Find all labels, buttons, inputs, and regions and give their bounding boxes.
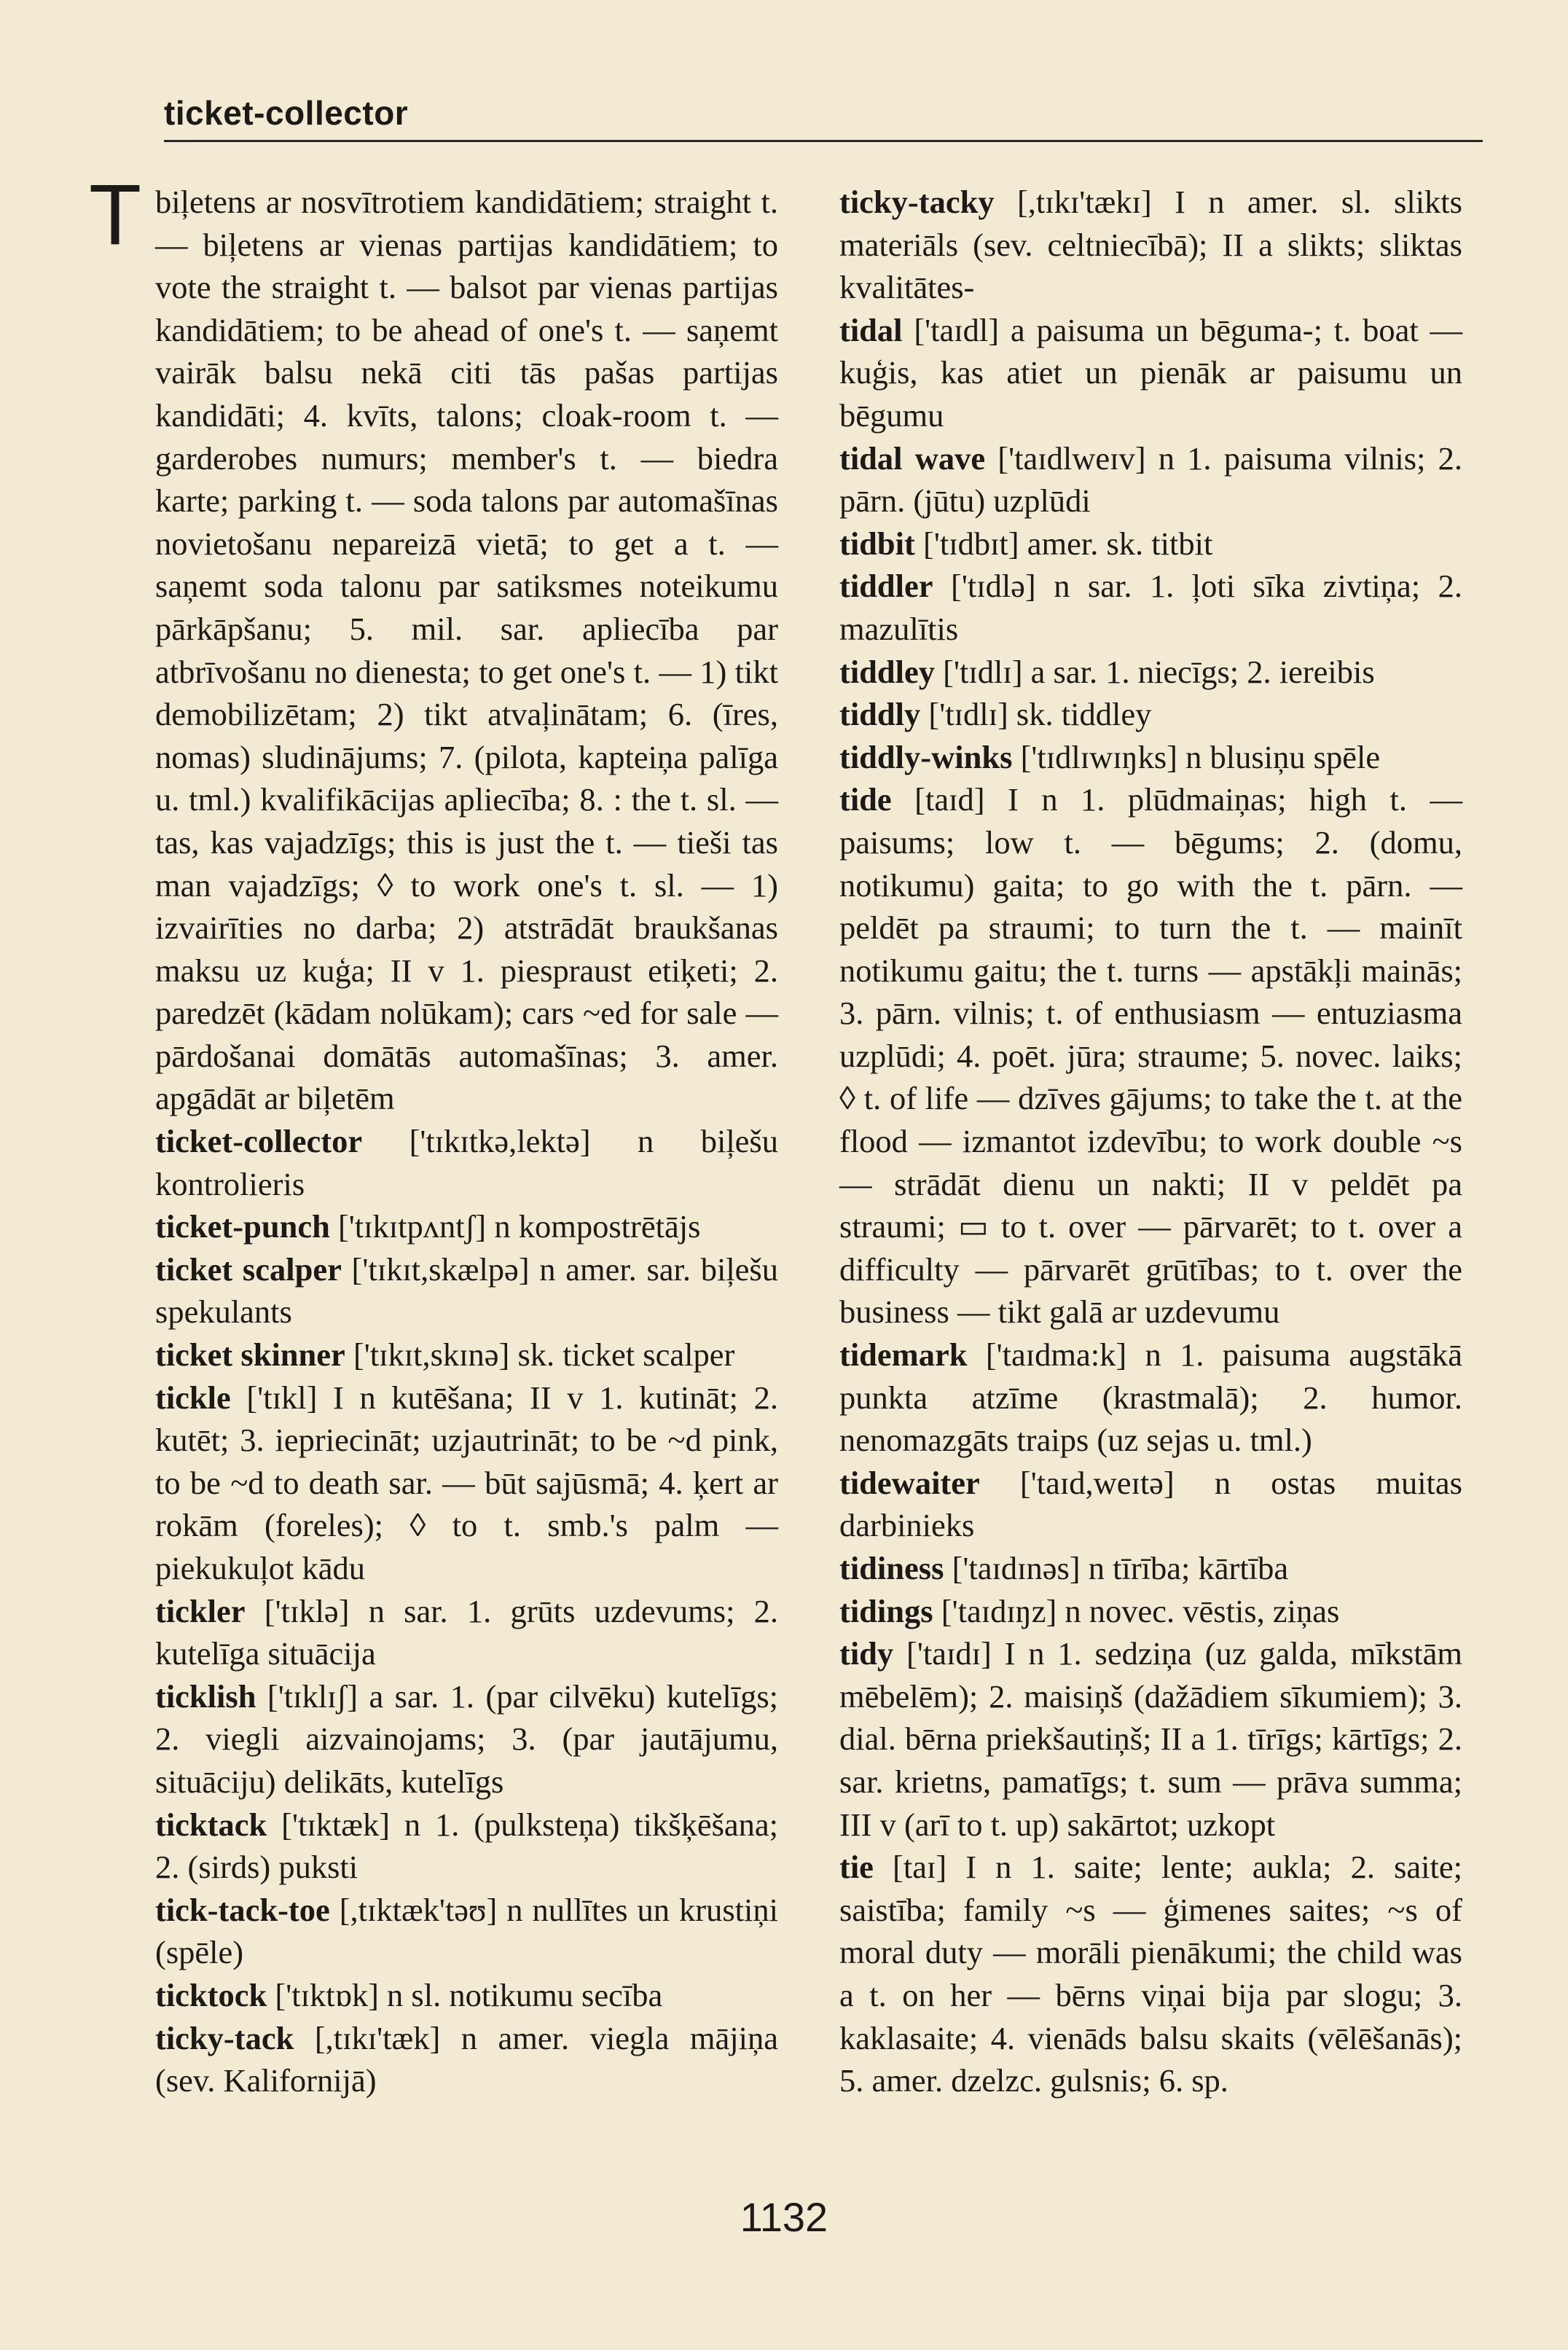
entry-definition: ['taɪdɪnəs] n tīrība; kārtība — [944, 1550, 1289, 1586]
dictionary-entry — [155, 2017, 778, 2102]
dictionary-entry — [839, 309, 1462, 437]
entry-definition: ['tɪklə] n sar. 1. grūts uzdevums; 2. kutelīga situācija — [155, 1592, 778, 1672]
entry-definition: ['taɪd,weɪtə] n ostas muitas darbinieks — [839, 1464, 1462, 1544]
entry-definition: ['taɪdma:k] n 1. paisuma augstākā punkta atzīme (krastmalā); 2. humor. nenomazgāts traips (uz sejas u. tml.) — [839, 1336, 1462, 1459]
entry-definition: [,tɪktæk'təʊ] n nullītes un krustiņi (spēle) — [155, 1891, 778, 1971]
dictionary-entry — [839, 1333, 1462, 1462]
entry-headword: tie — [839, 1849, 874, 1886]
entry-headword: ticklish — [155, 1677, 256, 1715]
right-column — [839, 181, 1462, 2102]
entry-definition: ['taɪdl] a paisuma un bēguma-; t. boat — kuģis, kas atiet un pienāk ar paisumu un bēgumu — [839, 311, 1462, 434]
entry-definition: ['tɪdbɪt] amer. sk. titbit — [914, 525, 1213, 562]
dictionary-entry — [155, 1889, 778, 1974]
entry-definition: [taɪd] I n 1. plūdmaiņas; high t. — paisums; low t. — bēgums; 2. (domu, notikumu) gaita; to go with the t. pārn. — peldēt pa straumi; to turn the t. — mainīt notikumu gaitu; the t. turns — apstākļi mainās; 3. pārn. vilnis; t. of enthusiasm — entuziasma uzplūdi; 4. poēt. jūra; straume; 5. novec. laiks; ◊ t. of life — dzīves gājums; to take the t. at the flood — izmantot izdevību; to work double ~s — strādāt dienu un nakti; II v peldēt pa straumi; ▭ to t. over — pārvarēt; to t. over a difficulty — pārvarēt grūtības; to t. over the business — tikt galā ar uzdevumu — [839, 781, 1462, 1331]
dictionary-entry — [155, 1376, 778, 1590]
entry-definition: [,tɪkɪ'tækɪ] I n amer. sl. slikts materiāls (sev. celtniecībā); II a slikts; sliktas kvalitātes- — [839, 184, 1462, 306]
dictionary-entry — [839, 736, 1462, 779]
dictionary-entry — [155, 1205, 778, 1248]
entry-definition: ['taɪdɪ] I n 1. sedziņa (uz galda, mīkstām mēbelēm); 2. maisiņš (dažādiem sīkumiem); 3. dial. bērna priekšautiņš; II a 1. tīrīgs; kārtīgs; 2. sar. krietns, pamatīgs; t. sum — prāva summa; III v (arī to t. up) sakārtot; uzkopt — [839, 1635, 1462, 1843]
entry-headword: tickler — [155, 1592, 246, 1629]
entry-definition: [,tɪkɪ'tæk] n amer. viegla mājiņa (sev. Kalifornijā) — [155, 2019, 778, 2099]
entry-definition: ['tɪkl] I n kutēšana; II v 1. kutināt; 2. kutēt; 3. iepriecināt; uzjautrināt; to be ~d pink, to be ~d to death sar. — būt sajūsmā; 4. ķert ar rokām (foreles); ◊ to t. smb.'s palm — piekukuļot kādu — [155, 1379, 778, 1586]
entry-headword: ticket skinner — [155, 1336, 345, 1374]
entry-definition: ['tɪkɪtkə,lektə] n biļešu kontrolieris — [155, 1123, 778, 1202]
dictionary-entry — [155, 1675, 778, 1803]
dictionary-entry — [155, 1333, 778, 1376]
entry-headword: ticky-tack — [155, 2019, 294, 2056]
dictionary-entry — [155, 1590, 778, 1675]
running-head: ticket-collector — [164, 94, 409, 132]
dictionary-entry — [839, 651, 1462, 694]
dictionary-entry — [155, 1248, 778, 1333]
dictionary-entry — [155, 1120, 778, 1205]
entry-definition: ['tɪktæk] n 1. (pulksteņa) tikšķēšana; 2. (sirds) puksti — [155, 1806, 778, 1886]
entry-headword: tidewaiter — [839, 1464, 980, 1501]
entry-headword: tide — [839, 781, 892, 818]
dictionary-entry — [839, 1462, 1462, 1547]
entry-headword: tickle — [155, 1379, 231, 1416]
entry-definition: ['tɪkɪt,skɪnə] sk. ticket scalper — [345, 1336, 735, 1374]
dictionary-entry — [839, 1590, 1462, 1633]
entry-headword: tiddley — [839, 653, 936, 690]
page-number: 1132 — [740, 2194, 828, 2240]
entry-headword: tidings — [839, 1592, 933, 1629]
entry-headword: tidy — [839, 1635, 894, 1672]
dictionary-entry — [155, 1974, 778, 2017]
dictionary-entry — [839, 522, 1462, 565]
entry-definition: ['tɪdlə] n sar. 1. ļoti sīka zivtiņa; 2. mazulītis — [839, 568, 1462, 647]
entry-definition: ['tɪdlɪwɪŋks] n blusiņu spēle — [1012, 738, 1381, 775]
entry-definition: ['tɪdlɪ] a sar. 1. niecīgs; 2. iereibis — [935, 653, 1375, 690]
entry-headword: tidal wave — [839, 439, 986, 477]
thumb-index-letter: T — [89, 167, 142, 263]
entry-definition: ['tɪktɒk] n sl. notikumu secība — [267, 1976, 663, 2013]
entry-definition: ['tɪkɪtpʌntʃ] n kompostrētājs — [329, 1208, 701, 1245]
header-rule — [164, 140, 1483, 142]
entry-definition: ['tɪdlɪ] sk. tiddley — [920, 696, 1152, 733]
dictionary-entry — [839, 1846, 1462, 2102]
entry-headword: tiddler — [839, 568, 933, 605]
dictionary-entry — [839, 1632, 1462, 1846]
entry-headword: ticket scalper — [155, 1250, 342, 1288]
entry-headword: tiddly — [839, 696, 921, 733]
entry-definition: ['taɪdlweɪv] n 1. paisuma vilnis; 2. pārn. (jūtu) uzplūdi — [839, 439, 1462, 520]
entry-definition: ['tɪklɪʃ] a sar. 1. (par cilvēku) kutelīgs; 2. viegli aizvainojams; 3. (par jautājumu, situāciju) delikāts, kutelīgs — [155, 1677, 778, 1800]
entry-headword: ticky-tacky — [839, 184, 995, 220]
entry-headword: tidbit — [839, 525, 915, 562]
entry-headword: tidemark — [839, 1336, 968, 1374]
dictionary-entry — [155, 181, 778, 1120]
dictionary-entry — [839, 181, 1462, 309]
entry-headword: ticktock — [155, 1976, 267, 2013]
entry-headword: tiddly-winks — [839, 738, 1013, 775]
entry-headword: ticktack — [155, 1806, 267, 1843]
entry-headword: tidiness — [839, 1550, 944, 1586]
entry-definition: biļetens ar nosvītrotiem kandidātiem; straight t. — biļetens ar vienas partijas kandidātiem; to vote the straight t. — balsot par vienas partijas kandidātiem; to be ahead of one's t. — saņemt vairāk balsu nekā citi tās pašas partijas kandidāti; 4. kvīts, talons; cloak-room t. — garderobes numurs; member's t. — biedra karte; parking t. — soda talons par automašīnas novietošanu nepareizā vietā; to get a t. — saņemt soda talonu par satiksmes noteikumu pārkāpšanu; 5. mil. sar. apliecība par atbrīvošanu no dienesta; to get one's t. — 1) tikt demobilizētam; 2) tikt atvaļinātam; 6. (īres, nomas) sludinājums; 7. (pilota, kapteiņa palīga u. tml.) kvalifikācijas apliecība; 8. : the t. sl. — tas, kas vajadzīgs; this is just the t. — tieši tas man vajadzīgs; ◊ to work one's t. sl. — 1) izvairīties no darba; 2) atstrādāt braukšanas maksu uz kuģa; II v 1. piespraust etiķeti; 2. paredzēt (kādam nolūkam); cars ~ed for sale — pārdošanai domātās automašīnas; 3. amer. apgādāt ar biļetēm — [155, 184, 778, 1117]
entry-definition: [taɪ] I n 1. saite; lente; aukla; 2. saite; saistība; family ~s — ģimenes saites; ~s of moral duty — morāli pienākumi; the child was a t. on her — bērns viņai bija par slogu; 3. kaklasaite; 4. vienāds balsu skaits (vēlēšanās); 5. amer. dzelzc. gulsnis; 6. sp. — [839, 1849, 1462, 2099]
dictionary-entry — [839, 1547, 1462, 1590]
entry-definition: ['tɪkɪt,skælpə] n amer. sar. biļešu spekulants — [155, 1250, 778, 1331]
entry-headword: ticket-punch — [155, 1208, 330, 1245]
entry-headword: tick-tack-toe — [155, 1891, 330, 1928]
entry-definition: ['taɪdɪŋz] n novec. vēstis, ziņas — [933, 1592, 1340, 1629]
dictionary-entry — [839, 437, 1462, 522]
dictionary-entry — [839, 693, 1462, 736]
left-column — [155, 181, 778, 2102]
entry-headword: ticket-collector — [155, 1123, 363, 1160]
entry-headword: tidal — [839, 311, 903, 348]
dictionary-entry — [839, 565, 1462, 650]
dictionary-entry — [155, 1803, 778, 1889]
dictionary-entry — [839, 778, 1462, 1333]
